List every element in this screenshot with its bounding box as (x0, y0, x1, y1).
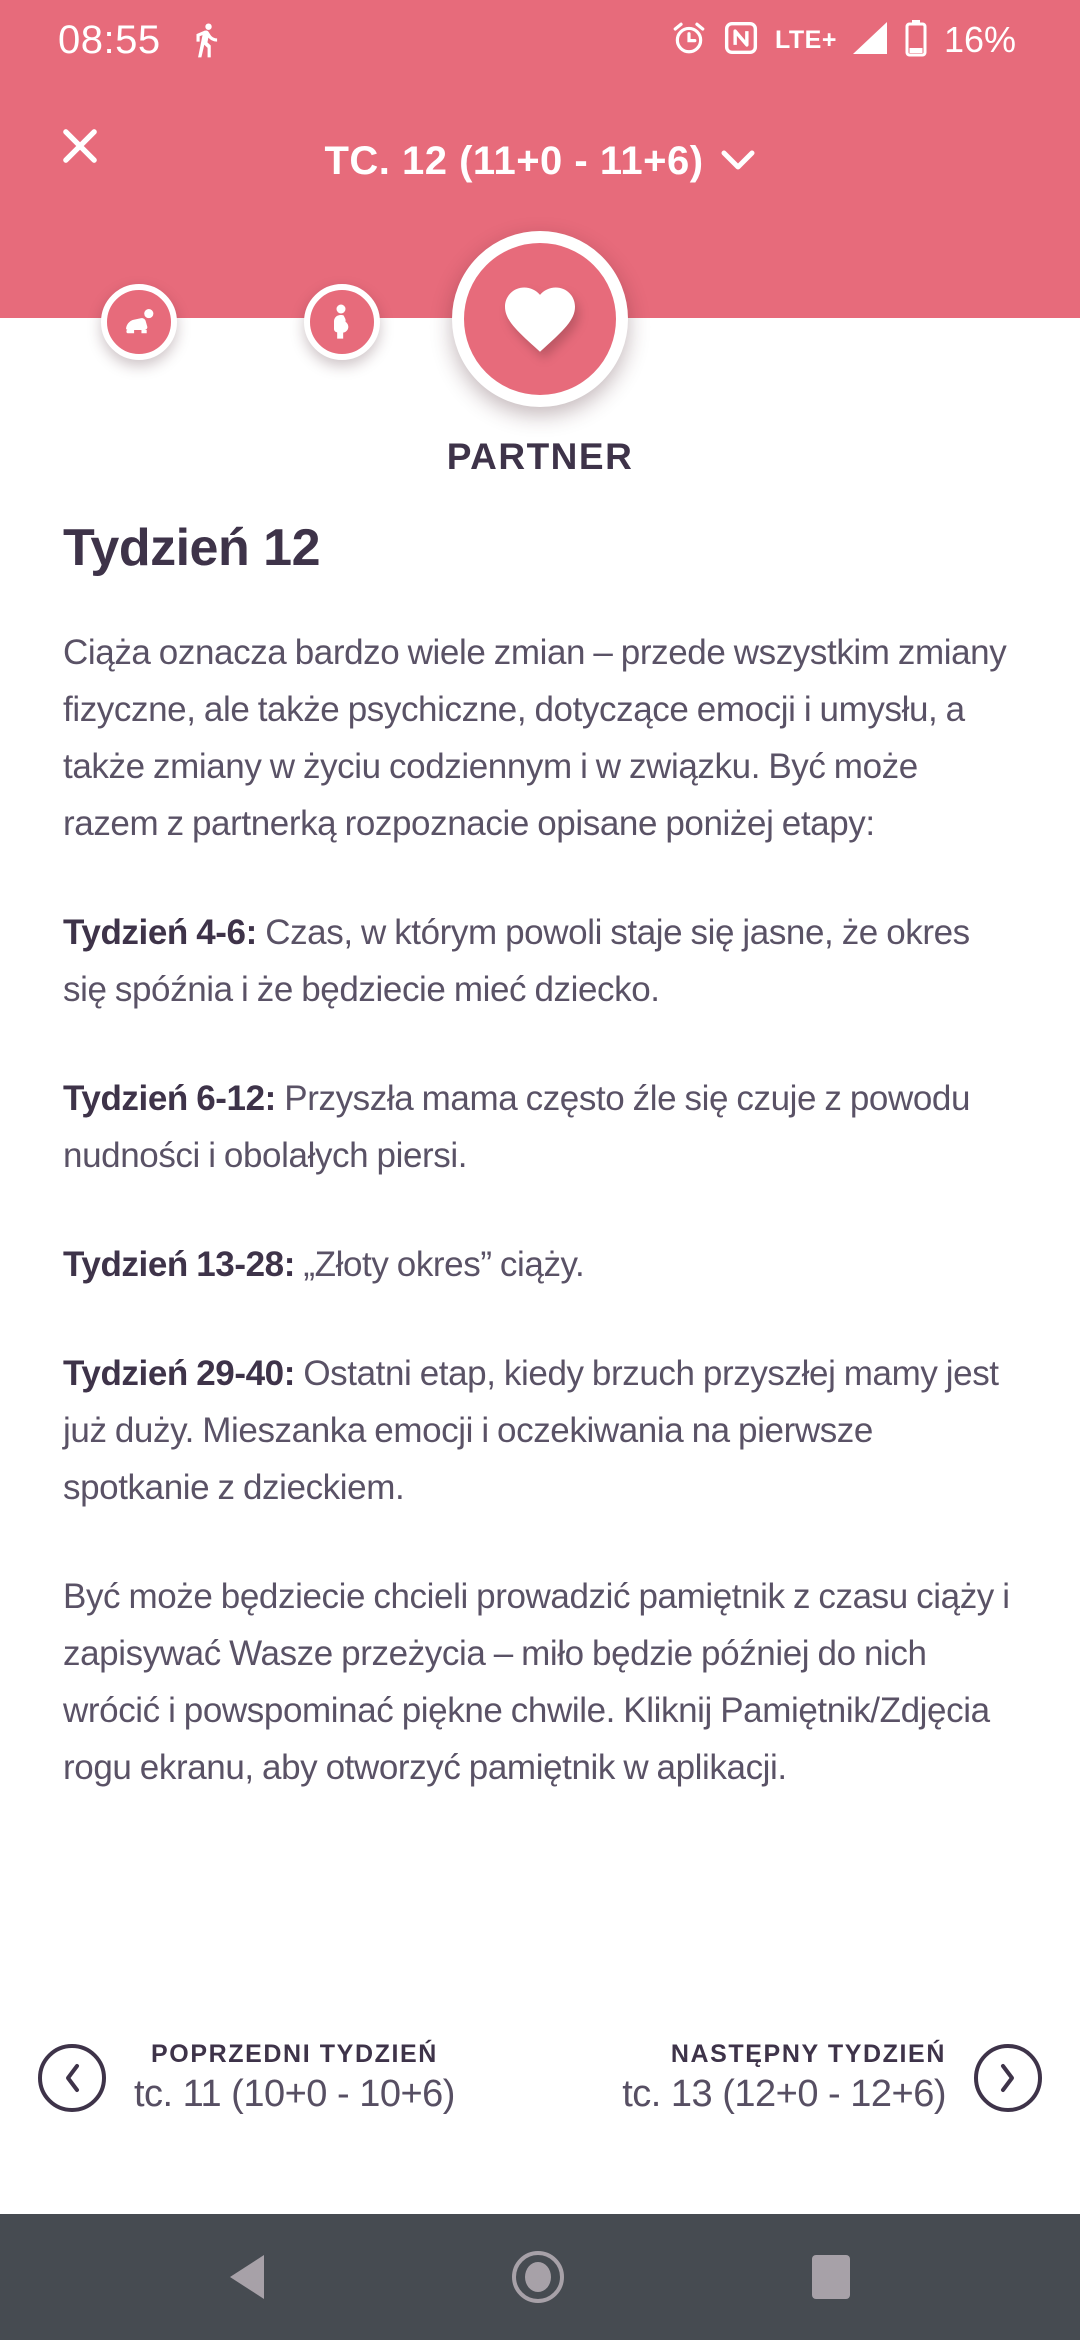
walking-icon (187, 21, 225, 59)
app-bar (0, 96, 1080, 226)
android-navigation-bar (0, 2214, 1080, 2340)
signal-icon (850, 21, 888, 60)
heart-icon (498, 277, 582, 361)
previous-week-label: POPRZEDNI TYDZIEŃ (151, 2040, 438, 2068)
close-button[interactable] (52, 118, 108, 174)
nfc-icon (724, 21, 758, 60)
week-selector-title: TC. 12 (11+0 - 11+6) (324, 138, 704, 183)
back-triangle-icon (230, 2255, 264, 2299)
chevron-down-icon (720, 149, 756, 173)
week-section (63, 1236, 1019, 1293)
week-section (63, 904, 1019, 1018)
recents-square-icon (812, 2255, 850, 2299)
next-week-label: NASTĘPNY TYDZIEŃ (670, 2040, 946, 2068)
previous-week-text (134, 2040, 455, 2116)
intro-paragraph: Ciąża oznacza bardzo wiele zmian – przede wszystkim zmiany fizyczne, ale także psychiczne, dotyczące emocji i umysłu, a także zmiany w życiu codziennym i w związku. Być może razem z partnerką rozpoznacie opisane poniżej etapy: (63, 633, 1007, 843)
battery-percent: 16% (943, 19, 1016, 60)
previous-week-value: tc. 11 (10+0 - 10+6) (134, 2073, 455, 2115)
section-label: Tydzień 13-28: (63, 1245, 295, 1284)
network-type-label: LTE+ (774, 25, 837, 54)
next-week-button[interactable] (622, 2040, 1042, 2116)
next-week-value: tc. 13 (12+0 - 12+6) (622, 2073, 946, 2115)
status-bar (0, 0, 1080, 80)
week-section (63, 1070, 1019, 1184)
battery-icon (905, 19, 927, 62)
week-section (63, 1345, 1019, 1516)
chevron-left-icon (62, 2062, 82, 2094)
section-text: Ostatni etap, kiedy brzuch przyszłej mamy jest już duży. Mieszanka emocji i oczekiwania na pierwsze spotkanie z dzieckiem. (63, 1354, 999, 1507)
close-icon (58, 124, 102, 168)
chevron-left-circle (38, 2044, 106, 2112)
baby-crawl-icon (118, 301, 160, 343)
status-bar-right (671, 19, 1016, 62)
next-week-text (622, 2040, 946, 2116)
clock-time: 08:55 (58, 17, 161, 62)
nav-back-button[interactable] (230, 2255, 264, 2299)
chevron-right-circle (974, 2044, 1042, 2112)
previous-week-button[interactable] (38, 2040, 455, 2116)
pregnant-woman-icon (322, 302, 362, 342)
active-tab-label: PARTNER (446, 436, 634, 477)
home-circle-icon (512, 2251, 564, 2303)
section-text: Przyszła mama często źle się czuje z powodu nudności i obolałych piersi. (63, 1079, 971, 1175)
section-text: Czas, w którym powoli staje się jasne, że okres się spóźnia i że będziecie mieć dziecko. (63, 913, 970, 1009)
nav-recents-button[interactable] (812, 2255, 850, 2299)
tab-mama[interactable] (304, 284, 380, 360)
week-pager (38, 2040, 1042, 2116)
article (63, 518, 1019, 1848)
tab-partner-active[interactable] (452, 231, 628, 407)
week-selector-dropdown[interactable] (0, 96, 1080, 226)
outro-paragraph: Być może będziecie chcieli prowadzić pamiętnik z czasu ciąży i zapisywać Wasze przeżycia – miło będzie później do nich wrócić i powspominać piękne chwile. Kliknij Pamiętnik/Zdjęcia rogu ekranu, aby otworzyć pamiętnik w aplikacji. (63, 1577, 1010, 1787)
section-text: „Złoty okres” ciąży. (303, 1245, 585, 1284)
page-title: Tydzień 12 (63, 519, 321, 577)
alarm-icon (671, 20, 707, 61)
section-label: Tydzień 4-6: (63, 913, 257, 952)
tab-baby[interactable] (101, 284, 177, 360)
section-label: Tydzień 6-12: (63, 1079, 276, 1118)
chevron-right-icon (998, 2062, 1018, 2094)
nav-home-button[interactable] (512, 2251, 564, 2303)
section-label: Tydzień 29-40: (63, 1354, 295, 1393)
